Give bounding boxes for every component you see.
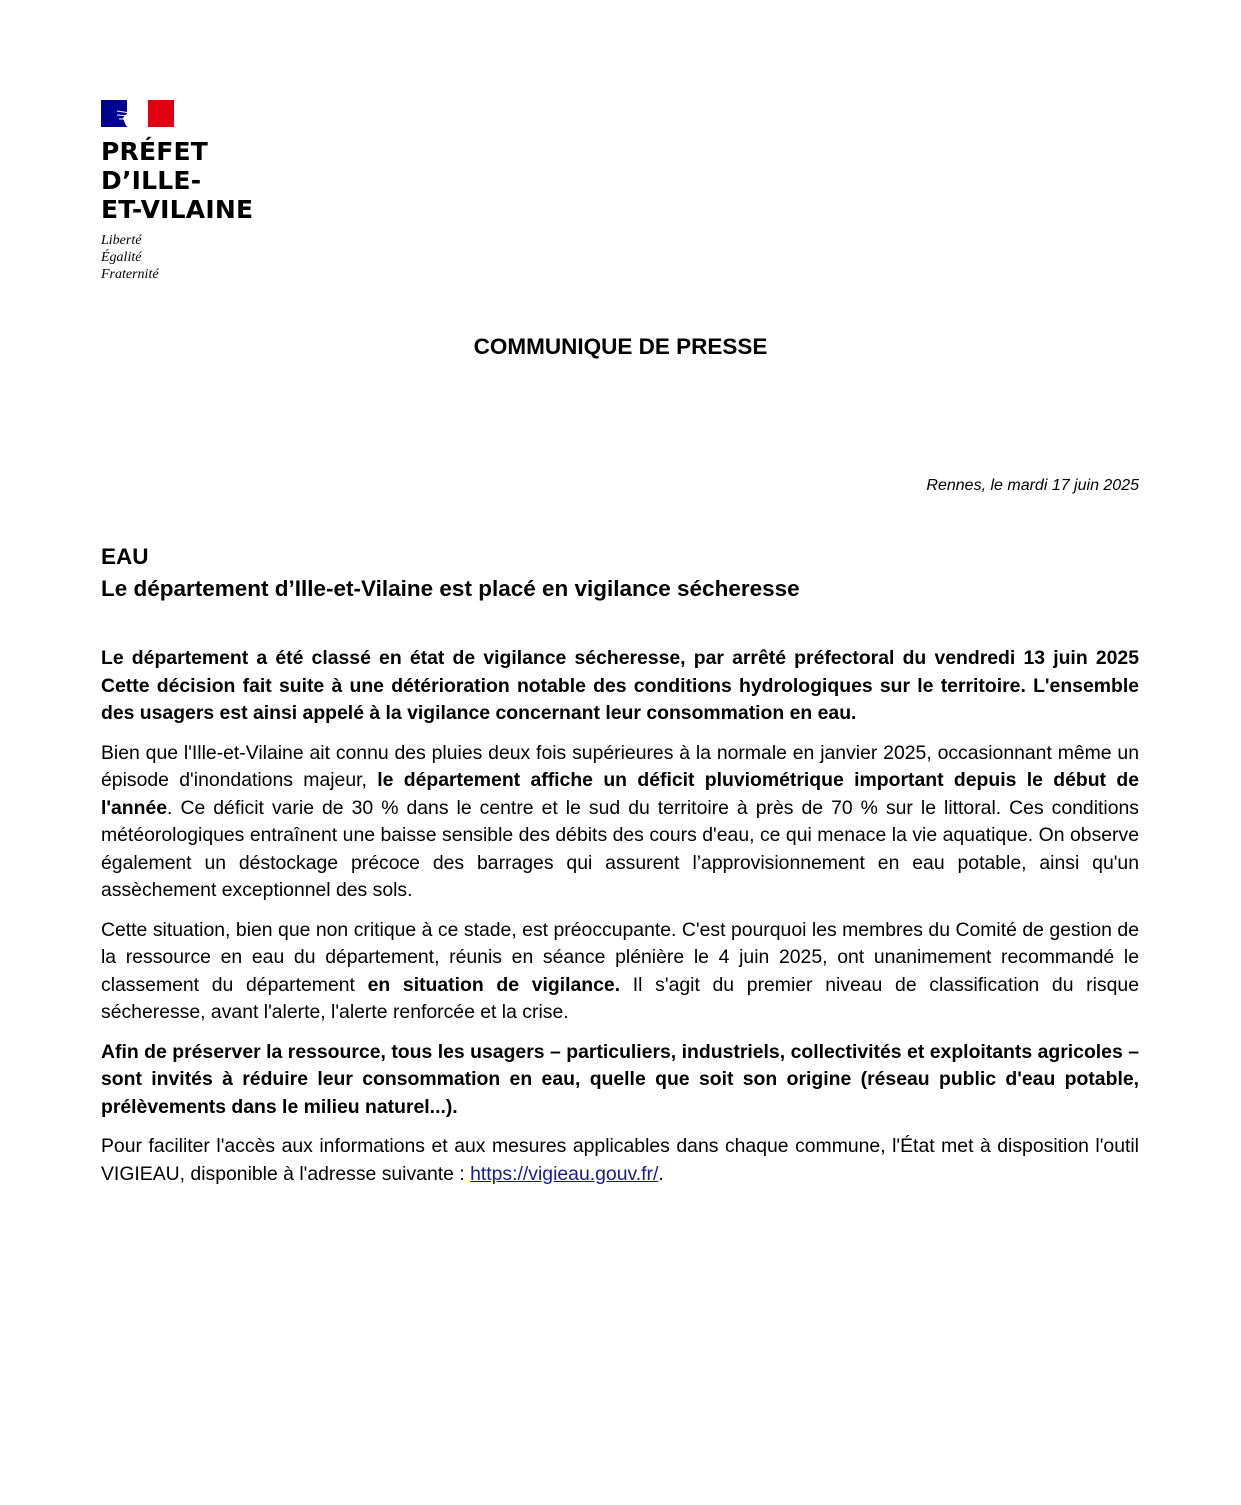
prefecture-name-line: PRÉFET bbox=[101, 137, 209, 166]
appeal-text: Afin de préserver la ressource, tous les usagers – particuliers, industriels, collectivités et exploitants agricoles – sont invités à réduire leur consommation en eau, quelle que soit son origine (réseau public d'eau potable, prélèvements dans le milieu naturel...). bbox=[101, 1040, 1139, 1118]
prefecture-name bbox=[101, 137, 253, 224]
paragraph-situation bbox=[101, 917, 1139, 1027]
summary-text: Le département a été classé en état de vigilance sécheresse, par arrêté préfectoral du vendredi 13 juin 2025 Cette décision fait suite à une détérioration notable des conditions hydrologiques sur le territoire. L'ensemble des usagers est ainsi appelé à la vigilance concernant leur consommation en eau. bbox=[101, 647, 1139, 724]
prefecture-name-line: ET-VILAINE bbox=[101, 195, 254, 224]
paragraph-summary bbox=[101, 645, 1139, 728]
marianne-flag-icon bbox=[101, 100, 174, 127]
situation-text: Il s'agit du premier niveau de classification du risque sécheresse, avant l'alerte, l'alerte renforcée et la crise. bbox=[101, 973, 1139, 1023]
motto-line: Égalité bbox=[101, 250, 142, 265]
headline bbox=[101, 541, 1140, 605]
paragraph-appeal bbox=[101, 1039, 1139, 1122]
vigieau-text-end: . bbox=[658, 1162, 664, 1185]
context-text: Bien que l'Ille-et-Vilaine ait connu des pluies deux fois supérieures à la normale en janvier 2025, occasionnant même un épisode d'inondations majeur, bbox=[101, 741, 1139, 791]
situation-emphasis: en situation de vigilance. bbox=[367, 973, 621, 996]
motto-line: Fraternité bbox=[101, 267, 159, 282]
prefecture-name-line: D’ILLE- bbox=[101, 166, 202, 195]
motto-line: Liberté bbox=[101, 233, 142, 248]
context-emphasis: le département affiche un déficit pluviométrique important depuis le début de l'année bbox=[101, 769, 1139, 819]
document-date: Rennes, le mardi 17 juin 2025 bbox=[926, 477, 1139, 494]
paragraph-vigieau bbox=[101, 1133, 1139, 1188]
prefecture-logo bbox=[101, 100, 253, 283]
press-release-body bbox=[101, 645, 1139, 1200]
vigieau-text: Pour faciliter l'accès aux informations et aux mesures applicables dans chaque commune, l'État met à disposition l'outil VIGIEAU, disponible à l'adresse suivante : bbox=[101, 1135, 1139, 1185]
republic-motto bbox=[101, 232, 253, 283]
context-text: . Ce déficit varie de 30 % dans le centre et le sud du territoire à près de 70 % sur le littoral. Ces conditions météorologiques entraînent une baisse sensible des débits des cours d'eau, ce qui menace la vie aquatique. On observe également un déstockage précoce des barrages qui assurent l’approvisionnement en eau potable, ainsi qu'un assèchement exceptionnel des sols. bbox=[101, 796, 1139, 901]
vigieau-link[interactable]: https://vigieau.gouv.fr/ bbox=[470, 1162, 659, 1185]
document-type: COMMUNIQUE DE PRESSE bbox=[473, 334, 768, 359]
headline-title: Le département d’Ille-et-Vilaine est placé en vigilance sécheresse bbox=[101, 576, 800, 601]
headline-category: EAU bbox=[101, 544, 149, 569]
situation-text: Cette situation, bien que non critique à ce stade, est préoccupante. C'est pourquoi les membres du Comité de gestion de la ressource en eau du département, réunis en séance plénière le 4 juin 2025, ont unanimement recommandé le classement du département bbox=[101, 918, 1139, 996]
paragraph-context bbox=[101, 740, 1139, 905]
